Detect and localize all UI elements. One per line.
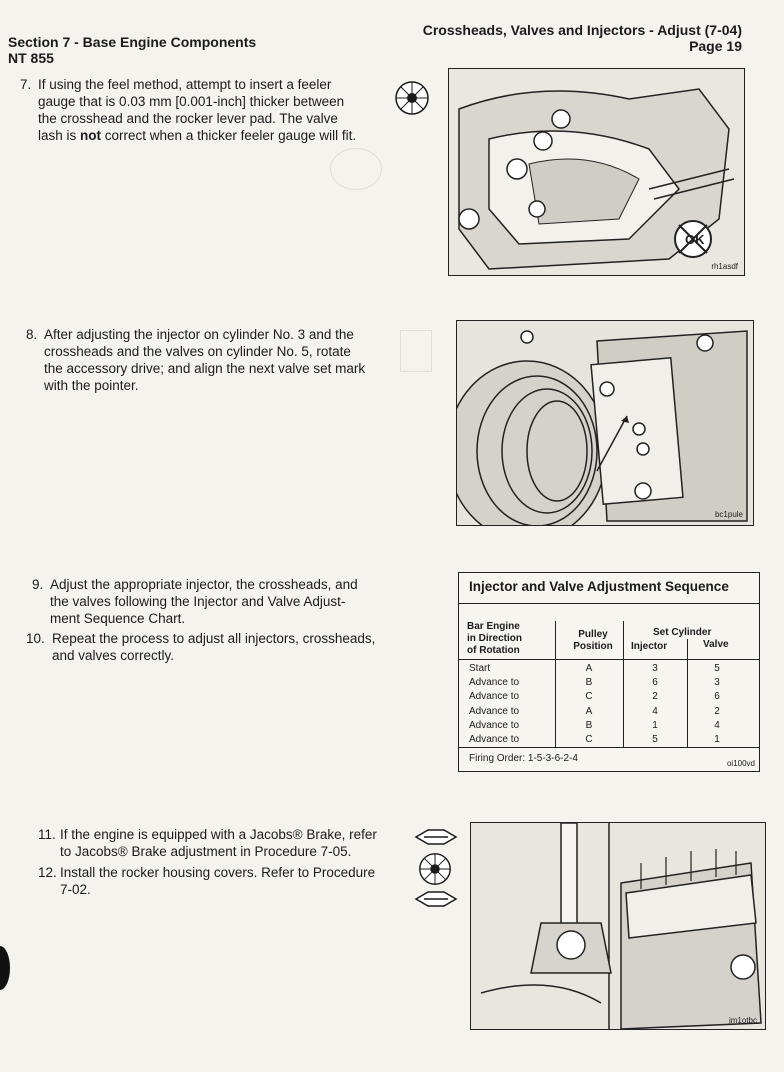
divider bbox=[623, 621, 624, 747]
cell-pulley-position: C bbox=[585, 691, 593, 703]
section-header bbox=[8, 34, 256, 66]
step-10 bbox=[26, 630, 392, 664]
cell-injector: 1 bbox=[652, 719, 658, 731]
rocker-housing-illustration bbox=[471, 823, 765, 1029]
page-number: Page 19 bbox=[689, 38, 742, 54]
step-emphasis: not bbox=[80, 128, 102, 143]
figure-accessory-drive bbox=[456, 320, 754, 526]
step-line: to Jacobs® Brake adjustment in Procedure 7-05. bbox=[60, 844, 352, 859]
adjustment-sequence-chart bbox=[458, 572, 760, 772]
step-line: After adjusting the injector on cylinder No. 3 and the bbox=[44, 327, 354, 342]
procedure-title: Crossheads, Valves and Injectors - Adjust (7-04) bbox=[422, 22, 742, 38]
step-7 bbox=[20, 76, 390, 144]
cell-injector: 2 bbox=[652, 691, 658, 703]
step-line: Adjust the appropriate injector, the crossheads, and bbox=[50, 577, 358, 592]
firing-order: Firing Order: 1-5-3-6-2-4 bbox=[469, 753, 578, 764]
step-line: ment Sequence Chart. bbox=[50, 611, 186, 626]
cell-valve: 3 bbox=[714, 677, 720, 689]
step-line: the valves following the Injector and Valve Adjust- bbox=[50, 594, 346, 609]
cell-injector: 6 bbox=[652, 677, 658, 689]
cell-bar-engine: Advance to bbox=[469, 705, 520, 717]
column-header-bar-engine: Bar Engine in Direction of Rotation bbox=[467, 621, 523, 656]
figure-code: rh1asdf bbox=[711, 262, 738, 271]
inspect-wheel-icon bbox=[416, 850, 454, 888]
step-line: Repeat the process to adjust all injectors, crossheads, bbox=[52, 631, 376, 646]
cell-bar-engine: Advance to bbox=[469, 719, 520, 731]
divider bbox=[459, 603, 759, 604]
engine-valve-illustration bbox=[449, 69, 744, 275]
column-header-injector: Injector bbox=[631, 641, 668, 652]
step-line: If the engine is equipped with a Jacobs® Brake, refer bbox=[60, 827, 377, 842]
page-header bbox=[423, 22, 742, 54]
step-text: correct when a thicker feeler gauge will fit. bbox=[101, 128, 357, 143]
ghost-icon bbox=[330, 148, 382, 190]
cell-pulley-position: C bbox=[585, 734, 593, 745]
step-line bbox=[38, 127, 390, 144]
ok-symbol: OK bbox=[685, 232, 705, 247]
divider bbox=[555, 621, 556, 747]
step-line: 7-02. bbox=[60, 882, 91, 897]
wrench-icon bbox=[414, 890, 458, 908]
ghost-icon bbox=[400, 330, 432, 372]
binder-hole bbox=[0, 946, 10, 990]
step-line: gauge that is 0.03 mm [0.001-inch] thicker between bbox=[38, 94, 345, 109]
step-line: If using the feel method, attempt to insert a feeler bbox=[38, 77, 332, 92]
cell-valve: 5 bbox=[714, 663, 720, 674]
chart-title: Injector and Valve Adjustment Sequence bbox=[469, 579, 729, 594]
cell-valve: 1 bbox=[714, 734, 720, 745]
cell-injector: 4 bbox=[652, 705, 658, 717]
column-header-set-cylinder: Set Cylinder bbox=[653, 627, 712, 638]
step-number: 7. bbox=[20, 77, 32, 92]
divider bbox=[459, 659, 759, 660]
cell-bar-engine: Advance to bbox=[469, 677, 520, 689]
chart-code: oi100vd bbox=[726, 759, 755, 768]
step-line: the crosshead and the rocker lever pad. The valve bbox=[38, 111, 338, 126]
step-number: 12. bbox=[38, 865, 57, 880]
step-line: Install the rocker housing covers. Refer to Procedure bbox=[60, 865, 376, 880]
figure-code: jm1otbc bbox=[728, 1016, 757, 1025]
step-line: crossheads and the valves on cylinder No. 5, rotate bbox=[44, 344, 351, 359]
step-number: 11. bbox=[38, 827, 56, 842]
step-line: with the pointer. bbox=[44, 378, 139, 393]
accessory-drive-illustration bbox=[457, 321, 753, 525]
column-header-pulley: Pulley Position bbox=[573, 629, 613, 652]
cell-bar-engine: Advance to bbox=[469, 734, 520, 745]
step-number: 9. bbox=[32, 577, 44, 592]
step-number: 10. bbox=[26, 631, 45, 646]
step-text: lash is bbox=[38, 128, 81, 143]
cell-valve: 4 bbox=[714, 719, 720, 731]
figure-rocker-lever bbox=[448, 68, 745, 276]
cell-pulley-position: A bbox=[585, 663, 593, 674]
section-title: Section 7 - Base Engine Components bbox=[8, 34, 257, 50]
step-line: and valves correctly. bbox=[52, 648, 175, 663]
figure-code: bc1pule bbox=[714, 510, 743, 519]
column-header-valve: Valve bbox=[703, 639, 729, 650]
model-label: NT 855 bbox=[8, 50, 54, 66]
inspect-wheel-icon bbox=[392, 78, 432, 118]
step-line: the accessory drive; and align the next valve set mark bbox=[44, 361, 366, 376]
step-number: 8. bbox=[26, 327, 38, 342]
cell-injector: 3 bbox=[652, 663, 658, 674]
wrench-icon bbox=[414, 828, 458, 846]
step-11 bbox=[38, 826, 403, 860]
step-8 bbox=[26, 326, 391, 394]
divider bbox=[459, 747, 759, 748]
cell-pulley-position: B bbox=[585, 719, 593, 731]
step-9 bbox=[32, 576, 392, 627]
cell-pulley-position: A bbox=[585, 705, 593, 717]
cell-valve: 6 bbox=[714, 691, 720, 703]
cell-bar-engine: Advance to bbox=[469, 691, 520, 703]
step-12 bbox=[38, 864, 403, 898]
cell-bar-engine: Start bbox=[469, 663, 491, 674]
divider bbox=[687, 639, 688, 747]
cell-valve: 2 bbox=[714, 705, 720, 717]
cell-pulley-position: B bbox=[585, 677, 593, 689]
figure-rocker-housing bbox=[470, 822, 766, 1030]
cell-injector: 5 bbox=[652, 734, 658, 745]
